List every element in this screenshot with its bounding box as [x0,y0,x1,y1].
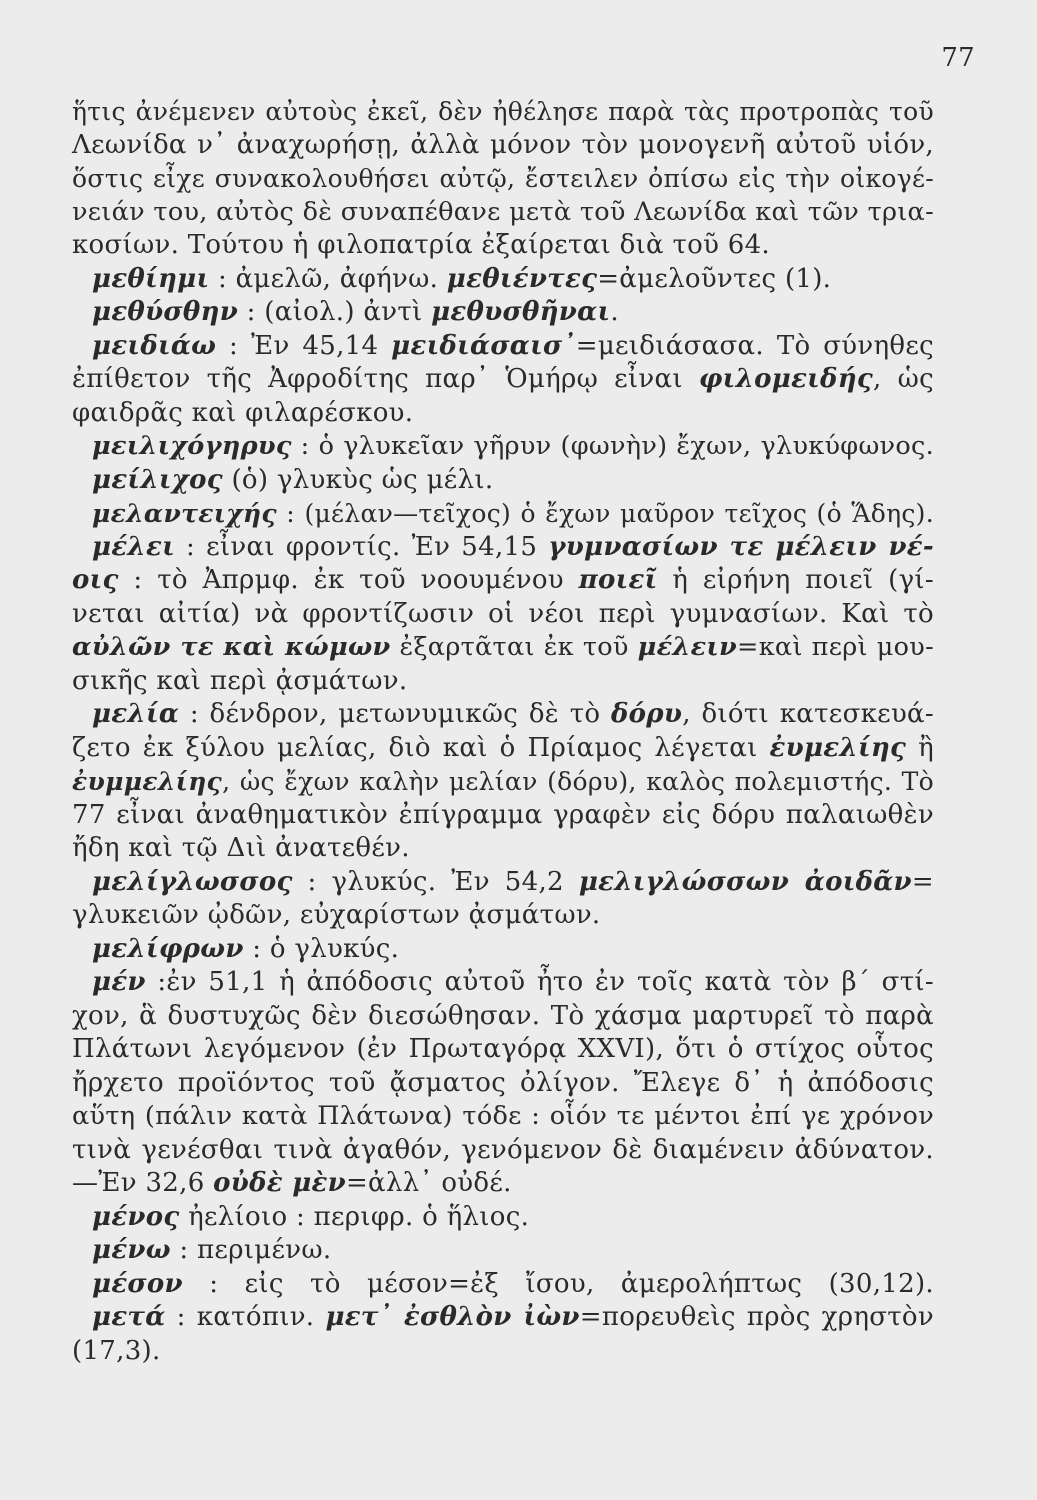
text-span: : κατόπιν. [165,1302,326,1332]
text-span: : εἶναι φροντίς. Ἐν 54,15 [174,531,549,562]
text-line [72,129,934,163]
headword: μείλιχος [92,464,223,495]
text-span: ἤρχετο προϊόντος τοῦ ᾄσματος ὀλίγον. Ἔλεγε δ᾽ ἡ ἀπόδοσις [72,1067,934,1098]
text-line [72,397,934,431]
headword: μετ᾽ ἐσθλὸν ἰὼν [325,1302,580,1332]
page-text [72,95,934,1368]
text-span: : ὁ γλυκύς. [243,933,400,964]
text-span: . [610,297,619,327]
headword: ἐυμελίης [769,732,907,763]
text-line [72,229,934,263]
headword: μέσον [92,1268,183,1299]
text-line [72,1033,934,1067]
text-span: ἤδη καὶ τῷ Διὶ ἀνατεθέν. [72,833,410,863]
text-span: αὕτη (πάλιν κατὰ Πλάτωνα) τόδε : οἷόν τε μέντοι ἐπί γε χρόνον [72,1101,934,1131]
text-span: : ἀμελῶ, ἀφήνω. [209,263,447,294]
text-line [72,799,934,833]
headword: μεθιέντες [446,263,598,294]
text-line [72,95,934,129]
text-span: νεται αἰτία) νὰ φροντίζωσιν οἱ νέοι περὶ γυμνασίων. Καὶ τὸ [72,598,934,629]
text-line [72,698,934,732]
text-line [72,1000,934,1034]
headword: δόρυ [611,699,683,729]
text-span: : ὁ γλυκεῖαν γῆρυν (φωνὴν) ἔχων, γλυκύφωνος. [291,431,934,461]
text-line [72,464,934,498]
text-line [72,1134,934,1168]
text-line [72,598,934,632]
text-span: 77 εἶναι ἀναθηματικὸν ἐπίγραμμα γραφὲν εἰς δόρυ παλαιωθὲν [72,799,934,830]
text-span: =καὶ περὶ μου- [737,632,935,662]
headword: μελιγλώσσων ἀοιδᾶν [578,866,912,897]
headword: μειδιάσαισ᾽ [391,330,576,361]
headword: μέλειν [637,632,738,662]
text-line [72,1167,934,1201]
headword: μετά [92,1302,166,1332]
text-line [72,631,934,665]
text-span: , ὡς ἔχων καλὴν μελίαν (δόρυ), καλὸς πολεμιστής. Τὸ [222,767,934,796]
text-line [72,162,934,196]
headword: μέλει [92,531,175,562]
text-line [72,296,934,330]
headword: ποιεῖ [578,565,658,595]
text-line [72,933,934,967]
text-line [72,430,934,464]
text-line [72,531,934,565]
headword: αὐλῶν τε καὶ κώμων [72,632,391,662]
text-line [72,899,934,933]
text-line [72,866,934,900]
text-span: ζετο ἐκ ξύλου μελίας, διὸ καὶ ὁ Πρίαμος λέγεται [72,732,770,763]
text-span: ἥτις ἀνέμενεν αὐτοὺς ἐκεῖ, δὲν ἠθέλησε παρὰ τὰς προτροπὰς τοῦ [72,97,934,126]
text-span: χον, ἃ δυστυχῶς δὲν διεσώθησαν. Τὸ χάσμα μαρτυρεῖ τὸ παρὰ [72,1000,934,1031]
text-span: :ἐν 51,1 ἡ ἀπόδοσις αὐτοῦ ἦτο ἐν τοῖς κατὰ τὸν β´ στί- [145,967,934,997]
text-span: ἡ εἰρήνη ποιεῖ (γί- [657,565,934,595]
text-span: ἐπίθετον τῆς Ἀφροδίτης παρ᾽ Ὁμήρῳ εἶναι [72,364,699,394]
text-span: =ἀλλ᾽ οὐδέ. [345,1168,512,1198]
text-span: κοσίων. Τούτου ἡ φιλοπατρία ἐξαίρεται διὰ τοῦ 64. [72,230,770,260]
headword: μελία [92,699,180,729]
headword: μεθύσθην [92,297,239,327]
text-line [72,832,934,866]
headword: μειλιχόγηρυς [92,431,292,461]
text-line [72,1301,934,1335]
headword: μεθυσθῆναι [431,297,611,327]
text-line [72,1268,934,1302]
text-span: τινὰ γενέσθαι τινὰ ἀγαθόν, γενόμενον δὲ διαμένειν ἀδύνατον. [72,1134,934,1165]
text-span: , διότι κατεσκευά- [682,699,934,729]
text-line [72,765,934,799]
text-line [72,1335,934,1369]
text-line [72,966,934,1000]
text-line [72,330,934,364]
text-span: : εἰς τὸ μέσον=ἐξ ἴσου, ἀμερολήπτως (30,12). [182,1268,934,1299]
headword: μελίγλωσσος [92,866,293,897]
text-span: ὅστις εἶχε συνακολουθήσει αὐτῷ, ἔστειλεν ὀπίσω εἰς τὴν οἰκογέ- [72,164,934,193]
headword: μελαντειχής [92,499,277,528]
headword: μειδιάω [92,330,217,361]
text-span: =μειδιάσασα. Τὸ σύνηθες [575,330,934,361]
headword: ἐυμμελίης [72,767,223,796]
text-span: ἠελίοιο : περιφρ. ὁ ἥλιος. [179,1201,530,1232]
text-span: : Ἐν 45,14 [216,330,392,361]
text-span: Λεωνίδα ν᾽ ἀναχωρήσῃ, ἀλλὰ μόνον τὸν μονογενῆ αὐτοῦ υἱόν, [72,129,934,160]
headword: γυμνασίων τε μέλειν νέ- [548,531,934,562]
text-span: : (αἰολ.) ἀντὶ [238,297,432,327]
text-span: : (μέλαν—τεῖχος) ὁ ἔχων μαῦρον τεῖχος (ὁ Ἅδης). [276,499,934,528]
text-span: =ἀμελοῦντες (1). [597,263,832,294]
text-line [72,1201,934,1235]
text-span: ἐξαρτᾶται ἐκ τοῦ [390,632,638,662]
text-span: (ὁ) γλυκὺς ὡς μέλι. [222,464,494,495]
headword: μελίφρων [92,933,244,964]
text-line [72,263,934,297]
text-span: νειάν του, αὐτὸς δὲ συναπέθανε μετὰ τοῦ Λεωνίδα καὶ τῶν τρια- [72,196,934,227]
headword: οις [72,565,119,595]
text-span: Πλάτωνι λεγόμενον (ἐν Πρωταγόρᾳ XXVI), ὅτι ὁ στίχος οὗτος [72,1034,934,1064]
headword: μέν [92,967,146,997]
text-line [72,363,934,397]
headword: μένω [92,1235,171,1265]
text-line [72,1100,934,1134]
headword: οὐδὲ μὲν [213,1168,346,1198]
text-span: φαιδρᾶς καὶ φιλαρέσκου. [72,397,414,428]
text-line [72,497,934,531]
text-span: γλυκειῶν ᾠδῶν, εὐχαρίστων ᾀσμάτων. [72,900,601,930]
text-span: : περιμένω. [170,1235,332,1265]
headword: μένος [92,1201,180,1232]
text-line [72,196,934,230]
text-span: σικῆς καὶ περὶ ᾀσμάτων. [72,665,408,696]
text-span: : δένδρον, μετωνυμικῶς δὲ τὸ [179,699,612,729]
text-span: = [911,866,934,897]
text-span: : τὸ Ἀπρμφ. ἐκ τοῦ νοουμένου [118,565,579,595]
text-span: : γλυκύς. Ἐν 54,2 [292,866,579,897]
text-span: ἢ [906,732,934,763]
text-line [72,665,934,699]
text-span: (17,3). [72,1335,161,1366]
text-line [72,1234,934,1268]
text-line [72,564,934,598]
text-span: =πορευθεὶς πρὸς χρηστὸν [579,1302,934,1332]
headword: φιλομειδής [698,364,874,394]
text-line [72,1067,934,1101]
page-number: 77 [941,43,975,73]
text-span: , ὡς [873,364,934,394]
text-line [72,732,934,766]
text-span: —Ἐν 32,6 [72,1168,214,1198]
headword: μεθίημι [92,263,210,294]
